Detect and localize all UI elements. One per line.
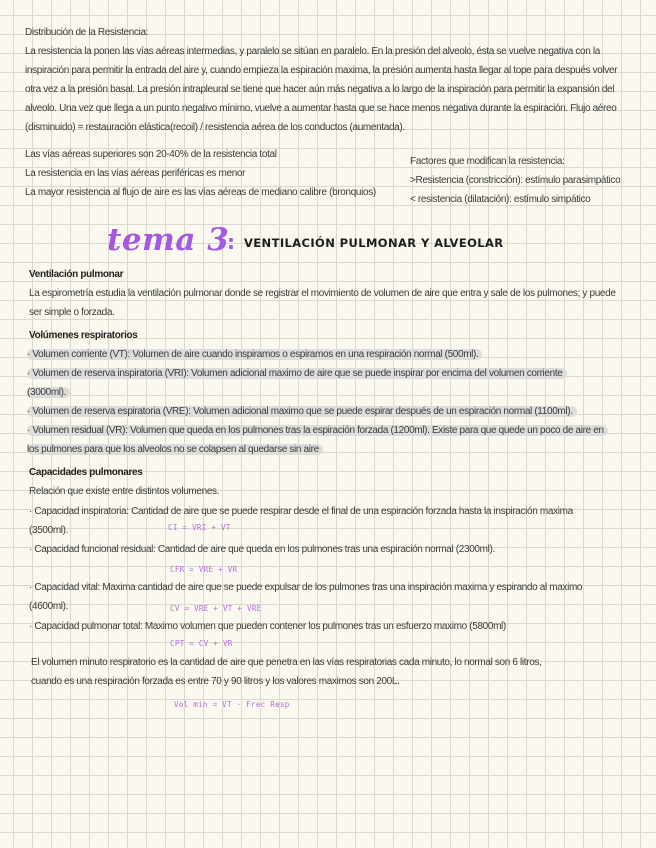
volumen-vre — [27, 402, 577, 421]
factores-line-2: < resistencia (dilatación): estímulo simpático — [410, 194, 591, 205]
capacidades-intro: Relación que existe entre distintos volumenes. — [29, 486, 220, 497]
formula-cpt: CPT = CV + VR — [170, 639, 233, 648]
capacidad-cpt: · Capacidad pulmonar total: Maximo volumen que pueden contener los pulmones tras un esfuerzo maximo (5800ml) — [29, 621, 506, 632]
volumenes-heading: Volúmenes respiratorios — [29, 330, 138, 341]
capacidad-crf: · Capacidad funcional residual: Cantidad de aire que queda en los pulmones tras una espiración normal (2300ml). — [29, 544, 495, 555]
volumen-vr-text-2: los pulmones para que los alveolos no se colapsen al quedarse sin aire — [27, 444, 323, 455]
minuto-line-1: El volumen minuto respiratorio es la cantidad de aire que penetra en las vías respiratorias cada minuto, lo normal son 6 litros, — [31, 657, 542, 668]
resistencia-line-2: La resistencia en las vías aéreas periféricas es menor — [25, 168, 246, 179]
capacidad-ci-line-2: (3500ml). — [29, 525, 69, 536]
factores-title: Factores que modifican la resistencia: — [410, 156, 565, 167]
volumen-vr-line-1 — [27, 421, 608, 440]
resistencia-heading: Distribución de la Resistencia: — [25, 27, 149, 38]
resistencia-line-3: La mayor resistencia al flujo de aire es las vías aéreas de mediano calibre (bronquios) — [25, 187, 376, 198]
volumen-vri-text-2: (3000ml). — [27, 387, 70, 398]
volumen-vri-line-2 — [27, 383, 70, 402]
capacidad-ci-line-1: · Capacidad inspiratoria: Cantidad de aire que se puede respirar desde el final de una espiración forzada hasta la inspiración maxima — [29, 506, 573, 517]
formula-crf: CFR = VRE + VR — [170, 565, 238, 574]
factores-line-1: >Resistencia (constricción): estímulo parasimpático — [410, 175, 621, 186]
resistencia-line-1: Las vías aéreas superiores son 20-40% de la resistencia total — [25, 149, 277, 160]
volumen-vt — [27, 345, 482, 364]
formula-volumen-minuto: Vol min = VT · Frec Resp — [174, 700, 290, 709]
formula-ci: CI = VRI + VT — [168, 523, 231, 532]
ventilacion-heading: Ventilación pulmonar — [29, 269, 124, 280]
section-title-colon: : — [227, 230, 235, 254]
minuto-line-2: cuando es una respiración forzada es entre 70 y 90 litros y los valores maximos son 200L. — [31, 676, 400, 687]
volumen-vt-text: · Volumen corriente (VT): Volumen de aire cuando inspiramos o espiramos en una respiración normal (500ml). — [27, 349, 482, 360]
formula-cv: CV = VRE + VT + VRE — [170, 604, 262, 613]
section-title-text: VENTILACIÓN PULMONAR Y ALVEOLAR — [244, 236, 504, 250]
capacidad-cv-line-1: · Capacidad vital: Maxima cantidad de aire que se puede expulsar de los pulmones tras una inspiración maxima y espirando al maximo — [29, 582, 583, 593]
volumen-vr-text-1: · Volumen residual (VR): Volumen que queda en los pulmones tras la espiración forzada (1200ml). Existe para que quede un poco de aire en — [27, 425, 608, 436]
volumen-vri-line-1 — [27, 364, 567, 383]
volumen-vr-line-2 — [27, 440, 323, 459]
capacidad-cv-line-2: (4600ml). — [29, 601, 69, 612]
volumen-vre-text: · Volumen de reserva espiratoria (VRE): Volumen adicional maximo que se puede espirar después de un espiración normal (1100ml). — [27, 406, 577, 417]
volumen-vri-text-1: · Volumen de reserva inspiratoria (VRI): Volumen adicional maximo de aire que se puede inspirar por encima del volumen corriente — [27, 368, 567, 379]
capacidades-heading: Capacidades pulmonares — [29, 467, 143, 478]
ventilacion-paragraph: La espirometría estudia la ventilación pulmonar donde se registrar el movimiento de volumen de aire que entra y sale de los pulmones; y puede ser simple o forzada. — [29, 288, 616, 318]
section-title-number: tema 3 — [107, 222, 230, 258]
resistencia-paragraph: La resistencia la ponen las vías aéreas intermedias, y paralelo se sitúan en paralelo. En la presión del alveolo, ésta se vuelve negativa con la inspiración para permitir la entrada del aire y, cuando empieza la espiración maxima, la presión aumenta hasta llegar al tope para después volver otra vez a la presión basal. La presión intrapleural se tiene que hacer aún más negativa a lo largo de la inspiración para permitir la expansión del alveolo. Una vez que llega a un punto negativo mínimo, vuelve a aumentar hasta que se hace menos negativa durante la espiración. Flujo aéreo (disminuido) = restauración elástica(recoil) / resistencia aérea de los conductos (aumentada). — [25, 46, 618, 133]
